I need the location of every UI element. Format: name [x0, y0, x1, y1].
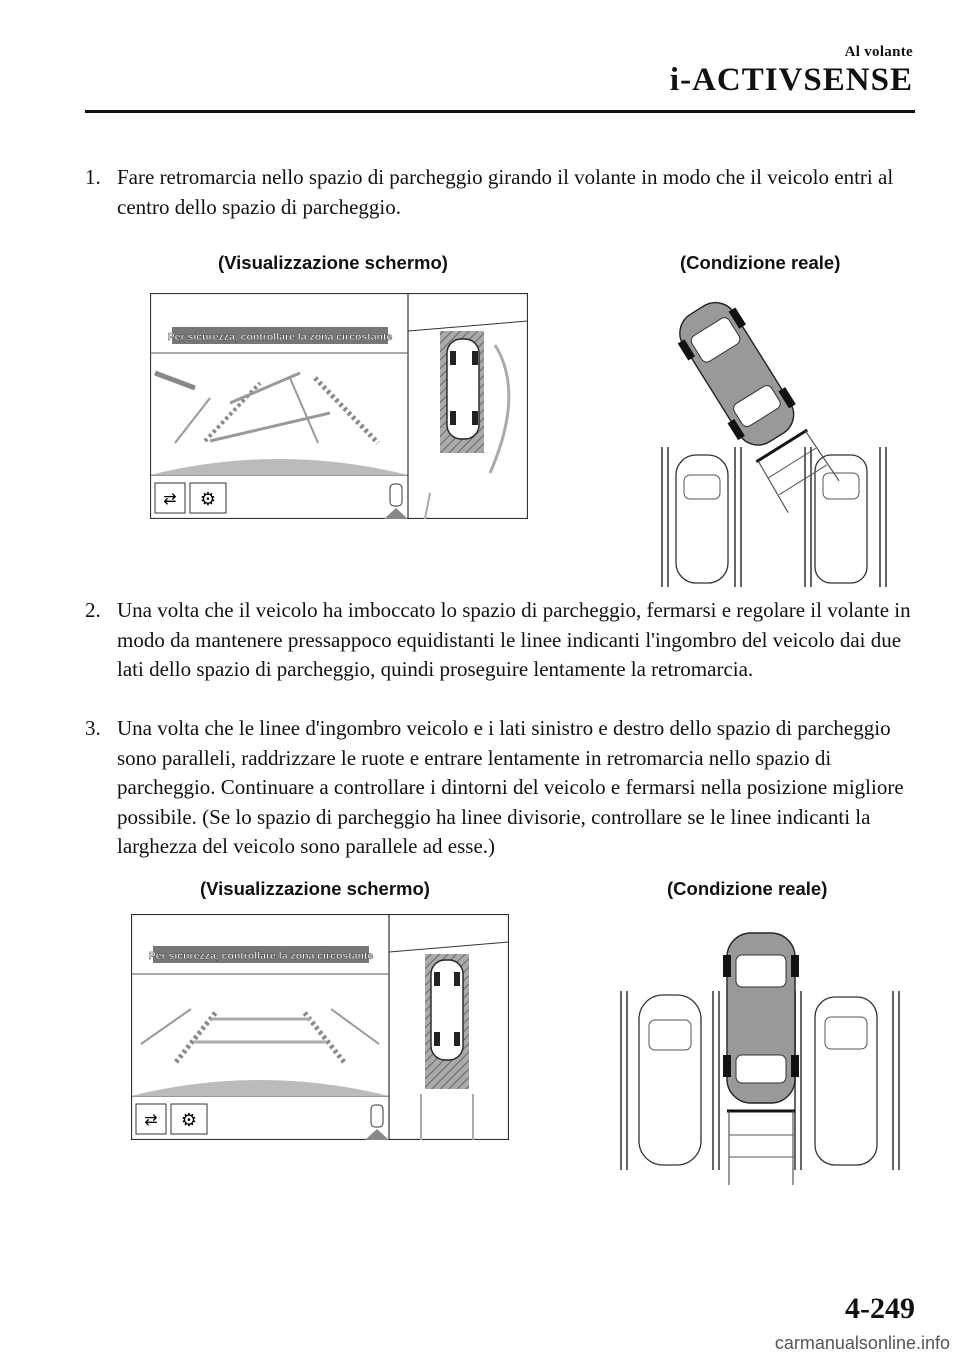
step-number: 2.	[85, 598, 101, 622]
figure-2-screen-display	[131, 914, 509, 1140]
safety-banner: Per sicurezza, controllare la zona circostante	[167, 331, 393, 343]
step-3	[85, 714, 915, 862]
step-1	[85, 163, 915, 222]
step-number: 1.	[85, 165, 101, 189]
step-text: Una volta che il veicolo ha imboccato lo spazio di parcheggio, fermarsi e regolare il volante in modo da mantenere pressappoco equidistanti le linee indicanti l'ingombro del veicolo dai due lati dello spazio di parcheggio, quindi proseguire lentamente la retromarcia.	[117, 598, 911, 681]
section-title: i-ACTIVSENSE	[669, 62, 913, 98]
step-number: 3.	[85, 716, 101, 740]
safety-banner: Per sicurezza, controllare la zona circostante	[148, 950, 374, 962]
camera-switch-icon: ⇄	[144, 1110, 158, 1129]
figure-2-screen-caption: (Visualizzazione schermo)	[200, 878, 430, 899]
settings-icon: ⚙	[180, 1110, 198, 1131]
step-text: Fare retromarcia nello spazio di parcheggio girando il volante in modo che il veicolo entri al centro dello spazio di parcheggio.	[117, 165, 894, 219]
step-2	[85, 596, 915, 685]
figure-2-real-condition	[615, 925, 905, 1190]
camera-switch-icon: ⇄	[163, 489, 177, 508]
figure-2-real-caption: (Condizione reale)	[667, 878, 828, 899]
step-text: Una volta che le linee d'ingombro veicolo e i lati sinistro e destro dello spazio di parcheggio sono paralleli, raddrizzare le ruote e entrare lentamente in retromarcia nello spazio di parcheggio. Continuare a controllare i dintorni del veicolo e fermarsi nella posizione migliore possibile. (Se lo spazio di parcheggio ha linee divisorie, controllare se le linee indicanti la larghezza del veicolo sono parallele ad esse.)	[117, 716, 904, 858]
page-number: 4-249	[845, 1292, 915, 1325]
section-subtitle: Al volante	[844, 44, 913, 60]
figure-1-screen-display	[150, 293, 528, 519]
figure-1-real-caption: (Condizione reale)	[680, 252, 841, 273]
settings-icon: ⚙	[199, 489, 217, 510]
figure-1-screen-caption: (Visualizzazione schermo)	[218, 252, 448, 273]
watermark: carmanualsonline.info	[774, 1333, 950, 1353]
header-rule	[85, 110, 915, 113]
figure-1-real-condition	[650, 275, 890, 590]
